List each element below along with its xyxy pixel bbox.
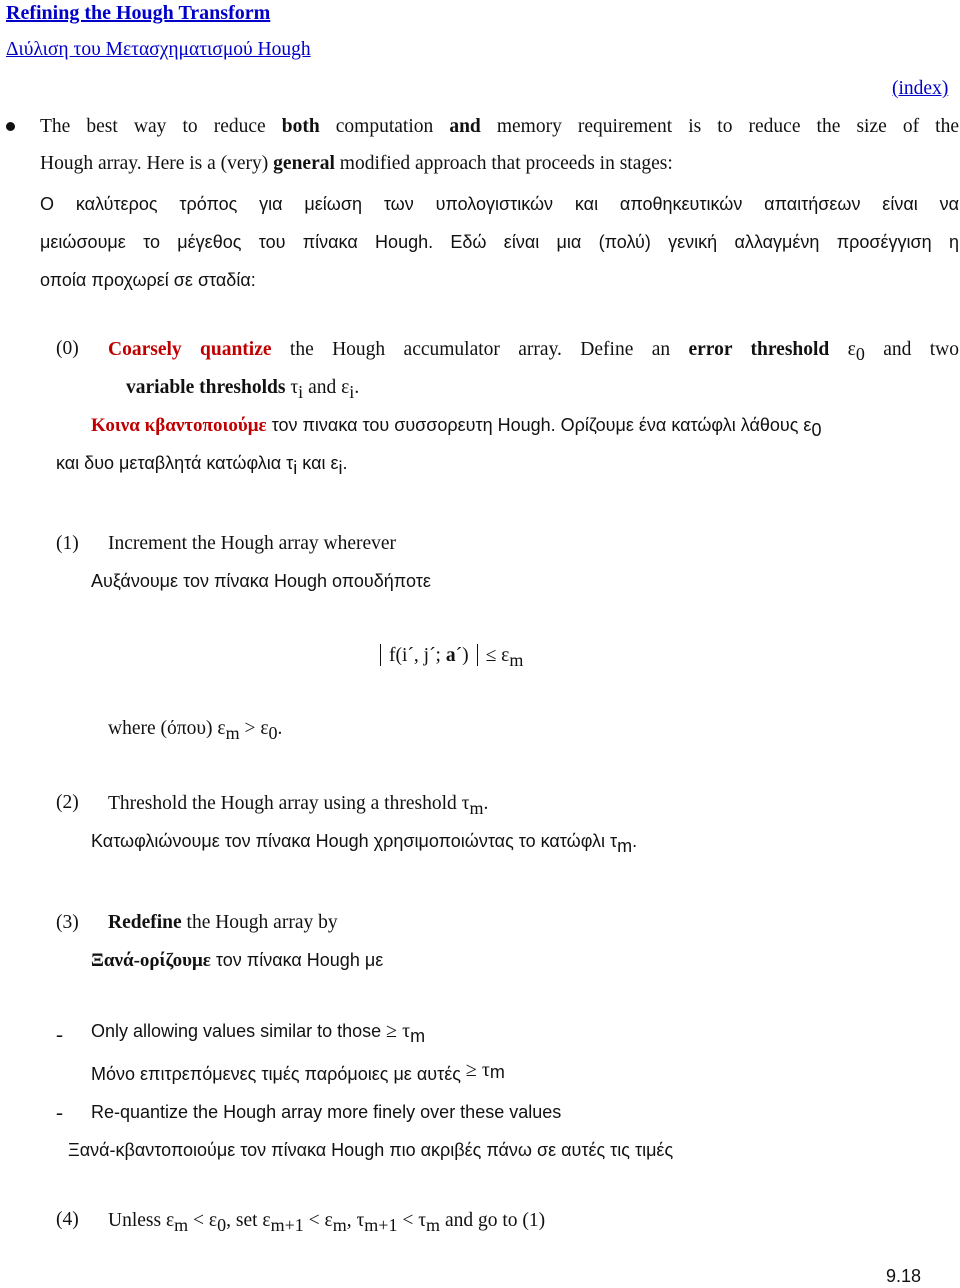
- step-3-greek-text: τον πίνακα Hough με: [210, 950, 384, 970]
- subscript: 0: [855, 344, 865, 364]
- subscript: m: [469, 798, 484, 818]
- step-4-main-text: , τ: [346, 1210, 365, 1231]
- step-4-text: [108, 1208, 545, 1233]
- error-threshold-text: error threshold: [688, 339, 830, 360]
- subscript: m: [332, 1215, 347, 1235]
- intro-greek-line-3: οποία προχωρεί σε σταδία:: [40, 270, 256, 290]
- intro-line-1: [40, 115, 959, 139]
- subscript: 0: [268, 723, 278, 743]
- step-0-greek-line-1: [91, 413, 821, 438]
- page-subtitle[interactable]: [6, 38, 311, 62]
- subscript: m: [426, 1215, 441, 1235]
- subtitle-link[interactable]: Διύλιση του Μετασχηματισμού Hough: [6, 39, 311, 60]
- step-2-main-text: Threshold the Hough array using a threshold τ: [108, 793, 470, 814]
- step-3-greek: [91, 948, 383, 973]
- step-1-where: [108, 716, 282, 741]
- subscript: m: [174, 1215, 189, 1235]
- bullet-1-text: Only allowing values similar to those: [91, 1021, 387, 1041]
- intro-text: computation: [319, 116, 450, 137]
- step-0-greek-text: .: [342, 453, 348, 473]
- step-2-number: (2): [56, 792, 79, 813]
- formula-text: f(i´, j´;: [389, 645, 446, 666]
- subscript: i: [293, 458, 298, 478]
- step-4-main-text: < ε: [303, 1210, 333, 1231]
- geq-tau-symbol: ≥ τ: [465, 1059, 490, 1081]
- step-0-line-2: [126, 375, 359, 400]
- subscript: m: [410, 1026, 426, 1046]
- step-4-main-text: , set ε: [226, 1210, 271, 1231]
- greek-bold-text: Ξανά-ορίζουμε: [91, 950, 211, 971]
- step-3-text: [108, 911, 338, 935]
- subscript: i: [338, 458, 343, 478]
- subscript: 0: [217, 1215, 227, 1235]
- bullet-icon: [6, 122, 15, 131]
- step-0-greek-line-2: [56, 451, 348, 478]
- subscript: m+1: [364, 1215, 398, 1235]
- step-3-number: (3): [56, 912, 79, 933]
- intro-text: The best way to reduce: [40, 116, 282, 137]
- step-4-number: (4): [56, 1209, 79, 1230]
- index-link-wrap[interactable]: [892, 77, 948, 101]
- step-4-main-text: Unless ε: [108, 1210, 175, 1231]
- page-number: 9.18: [886, 1266, 922, 1286]
- subscript: m: [617, 836, 633, 856]
- subscript: i: [298, 382, 304, 402]
- title-link[interactable]: Refining the Hough Transform: [6, 2, 271, 24]
- step-2-greek-text: Κατωφλιώνουμε τον πίνακα Hough χρησιμοποιώντας το κατώφλι τ: [91, 831, 618, 851]
- leq-epsilon-symbol: ≤ ε: [485, 645, 510, 666]
- step-0-text: the Hough accumulator array. Define an: [271, 339, 689, 360]
- epsilon-symbol: ε: [847, 339, 856, 360]
- step-2-main-text: .: [483, 793, 489, 814]
- dash-marker-1: -: [56, 1022, 63, 1046]
- where-text: where (όπου) ε: [108, 718, 226, 739]
- step-1-number: (1): [56, 533, 79, 554]
- step-0-line-1: [108, 337, 959, 362]
- step-3-bullet-1: [91, 1019, 426, 1046]
- index-link[interactable]: (index): [892, 78, 949, 99]
- intro-text: memory requirement is to reduce the size of the: [480, 116, 959, 137]
- step-1-greek: Αυξάνουμε τον πίνακα Hough οπουδήποτε: [91, 571, 431, 591]
- intro-text: Hough array. Here is a (very): [40, 153, 274, 174]
- step-0-text: .: [354, 377, 360, 398]
- step-2-greek: [91, 829, 638, 856]
- step-4-main-text: < ε: [188, 1210, 218, 1231]
- abs-bar-right: [477, 644, 478, 666]
- tau-symbol: τ: [290, 377, 299, 398]
- step-0-text: and: [303, 377, 342, 398]
- dash-marker-2: -: [56, 1100, 63, 1124]
- greek-bold-red-text: Κοινα κβαντοποιούμε: [91, 415, 267, 436]
- step-4-main-text: and go to (1): [440, 1210, 546, 1231]
- intro-bold-and: and: [449, 116, 481, 137]
- step-2-greek-text: .: [632, 831, 638, 851]
- bullet-1-greek-text: Μόνο επιτρεπόμενες τιμές παρόμοιες με αυτές: [91, 1064, 466, 1084]
- intro-greek-line-1: Ο καλύτερος τρόπος για μείωση των υπολογιστικών και αποθηκευτικών απαιτήσεων είναι να: [40, 194, 959, 214]
- step-3-bullet-2: Re-quantize the Hough array more finely over these values: [91, 1102, 562, 1122]
- step-1-text: Increment the Hough array wherever: [108, 533, 397, 554]
- subscript: m: [489, 1062, 505, 1082]
- step-3-main-text: the Hough array by: [181, 912, 338, 933]
- intro-line-2: [40, 152, 673, 176]
- page-title[interactable]: [6, 1, 270, 25]
- subscript: m: [225, 723, 240, 743]
- step-0-text: and two: [864, 339, 960, 360]
- step-1-formula: [380, 643, 523, 668]
- where-text: > ε: [239, 718, 269, 739]
- subscript: m+1: [270, 1215, 304, 1235]
- step-4-main-text: < τ: [397, 1210, 427, 1231]
- coarsely-quantize-text: Coarsely quantize: [108, 339, 272, 360]
- step-2-text: [108, 791, 488, 816]
- step-0-greek-text: και δυο μεταβλητά κατώφλια τ: [56, 453, 294, 473]
- redefine-bold-text: Redefine: [108, 912, 182, 933]
- subscript: i: [349, 382, 355, 402]
- intro-bold-general: general: [273, 153, 335, 174]
- intro-bold-both: both: [281, 116, 320, 137]
- formula-text: ´): [455, 645, 469, 666]
- epsilon-symbol: ε: [341, 377, 350, 398]
- intro-text: modified approach that proceeds in stages:: [334, 153, 673, 174]
- geq-tau-symbol: ≥ τ: [386, 1020, 411, 1042]
- step-0-greek-text: τον πινακα του συσσορευτη Hough. Ορίζουμε ένα κατώφλι λάθους ε: [266, 415, 812, 435]
- subscript: m: [509, 650, 524, 670]
- step-3-bullet-2-greek: Ξανά-κβαντοποιούμε τον πίνακα Hough πιο ακριβές πάνω σε αυτές τις τιμές: [68, 1140, 674, 1160]
- step-3-bullet-1-greek: [91, 1059, 505, 1086]
- step-0-number: (0): [56, 338, 79, 359]
- intro-greek-line-2: μειώσουμε το μέγεθος του πίνακα Hough. Εδώ είναι μια (πολύ) γενική αλλαγμένη προσέγγιση η: [40, 232, 959, 252]
- variable-thresholds-text: variable thresholds: [126, 377, 291, 398]
- subscript: 0: [811, 420, 822, 440]
- abs-bar-left: [380, 644, 381, 666]
- formula-bold-a: a: [445, 645, 456, 666]
- step-0-greek-text: και ε: [297, 453, 339, 473]
- where-text: .: [277, 718, 283, 739]
